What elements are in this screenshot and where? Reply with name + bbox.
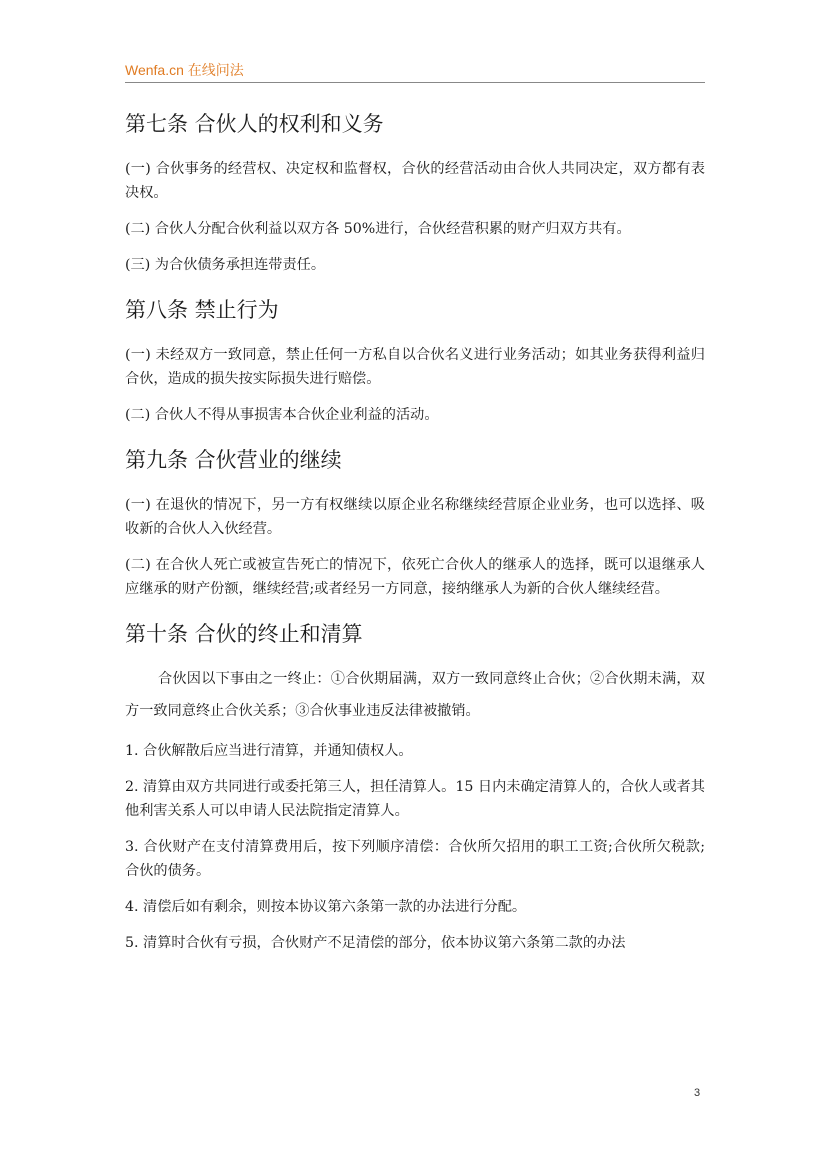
article-9-clause-2: (二) 在合伙人死亡或被宣告死亡的情况下，依死亡合伙人的继承人的选择，既可以退继承人应继承的财产份额，继续经营;或者经另一方同意，接纳继承人为新的合伙人继续经营。 xyxy=(125,557,705,597)
article-8-clause-1: (一) 未经双方一致同意，禁止任何一方私自以合伙名义进行业务活动；如其业务获得利益归合伙，造成的损失按实际损失进行赔偿。 xyxy=(125,347,705,387)
article-7-clause-1: (一) 合伙事务的经营权、决定权和监督权，合伙的经营活动由合伙人共同决定，双方都有表决权。 xyxy=(125,161,705,201)
article-10-item-5: 5. 清算时合伙有亏损，合伙财产不足清偿的部分，依本协议第六条第二款的办法 xyxy=(125,935,626,951)
page-number: 3 xyxy=(694,1087,701,1099)
article-10-item-1: 1. 合伙解散后应当进行清算，并通知债权人。 xyxy=(125,743,413,759)
article-10-intro: 合伙因以下事由之一终止：①合伙期届满，双方一致同意终止合伙；②合伙期未满，双方一致同意终止合伙关系；③合伙事业违反法律被撤销。 xyxy=(125,671,705,719)
article-10-title: 第十条 合伙的终止和清算 xyxy=(125,622,363,646)
article-8-clause-2: (二) 合伙人不得从事损害本合伙企业利益的活动。 xyxy=(125,407,439,423)
page-header xyxy=(125,60,705,83)
article-9-title: 第九条 合伙营业的继续 xyxy=(125,448,342,472)
site-name: Wenfa.cn 在线问法 xyxy=(125,62,244,78)
article-10-item-3: 3. 合伙财产在支付清算费用后，按下列顺序清偿：合伙所欠招用的职工工资;合伙所欠税款;合伙的债务。 xyxy=(125,839,705,879)
article-10-item-2: 2. 清算由双方共同进行或委托第三人，担任清算人。15 日内未确定清算人的，合伙人或者其他利害关系人可以申请人民法院指定清算人。 xyxy=(125,779,705,819)
article-7-title: 第七条 合伙人的权利和义务 xyxy=(125,112,384,136)
article-7-clause-2: (二) 合伙人分配合伙利益以双方各 50%进行，合伙经营积累的财产归双方共有。 xyxy=(125,221,631,237)
article-9-clause-1: (一) 在退伙的情况下，另一方有权继续以原企业名称继续经营原企业业务，也可以选择、吸收新的合伙人入伙经营。 xyxy=(125,497,705,537)
document-body xyxy=(125,100,705,955)
article-7-clause-3: (三) 为合伙债务承担连带责任。 xyxy=(125,257,326,273)
article-10-item-4: 4. 清偿后如有剩余，则按本协议第六条第一款的办法进行分配。 xyxy=(125,899,527,915)
article-8-title: 第八条 禁止行为 xyxy=(125,298,279,322)
